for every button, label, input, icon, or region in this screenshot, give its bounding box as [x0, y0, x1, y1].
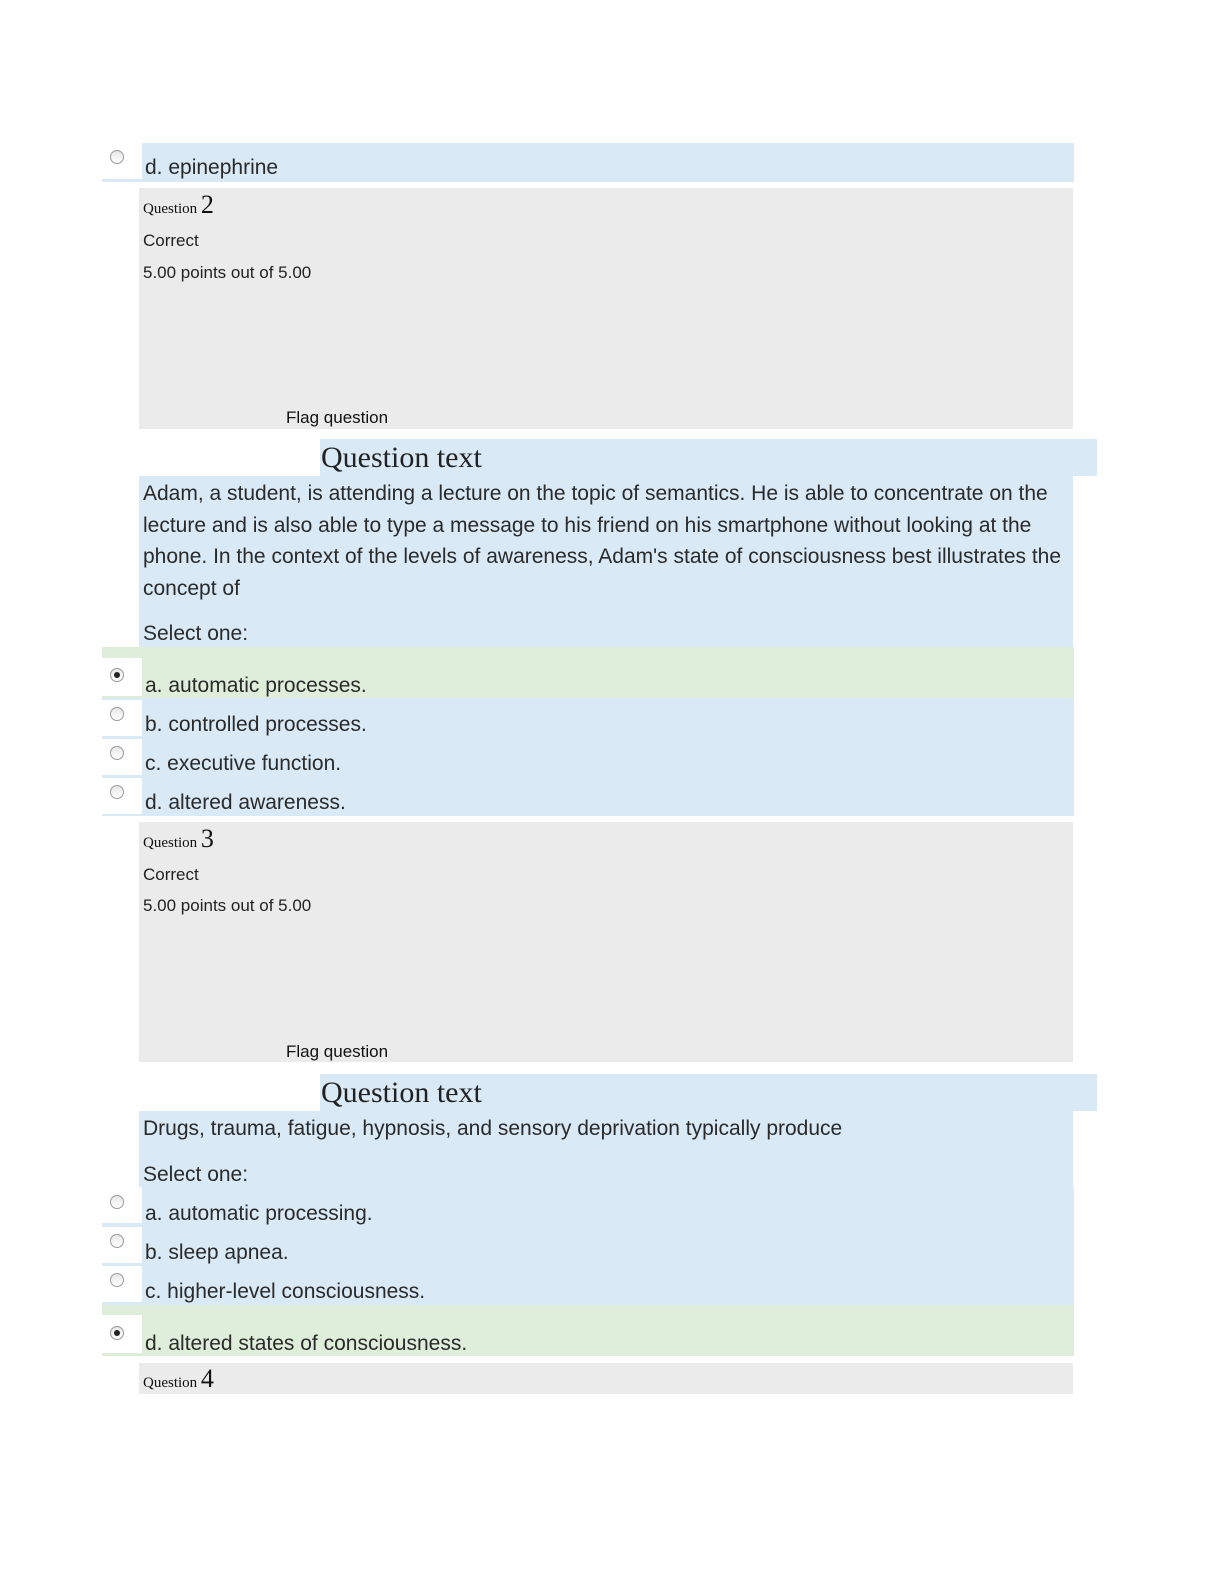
flag-question-link[interactable]: Flag question	[286, 408, 389, 427]
question-status: Correct	[143, 865, 199, 884]
question-text-title: Question text	[321, 1076, 482, 1109]
question-info-panel	[139, 822, 1073, 1062]
answer-option-label[interactable]: d. epinephrine	[145, 156, 279, 179]
radio-button[interactable]	[110, 150, 124, 164]
answer-option-label[interactable]: b. sleep apnea.	[145, 1241, 289, 1264]
question-points: 5.00 points out of 5.00	[143, 263, 312, 282]
answer-option-label[interactable]: c. higher-level consciousness.	[145, 1280, 426, 1303]
radio-button[interactable]	[110, 1273, 124, 1287]
question-text-title: Question text	[321, 441, 482, 474]
question-heading	[143, 1364, 214, 1394]
flag-question-link[interactable]: Flag question	[286, 1042, 389, 1061]
answer-option-label[interactable]: a. automatic processing.	[145, 1202, 373, 1225]
question-text: Adam, a student, is attending a lecture on the topic of semantics. He is able to concentrate on the lecture and is also able to type a message to his friend on his smartphone without looking at the phone. In the context of the levels of awareness, Adam's state of consciousness best illustrates the concept of	[143, 482, 1062, 600]
radio-button-selected[interactable]	[110, 1326, 124, 1340]
answer-option-label[interactable]: a. automatic processes.	[145, 674, 367, 697]
radio-button[interactable]	[110, 746, 124, 760]
radio-button[interactable]	[110, 1195, 124, 1209]
answer-option-label[interactable]: c. executive function.	[145, 752, 342, 775]
radio-button[interactable]	[110, 707, 124, 721]
question-number: 4	[200, 1364, 214, 1393]
question-info-panel	[139, 188, 1073, 429]
answer-option-label[interactable]: b. controlled processes.	[145, 713, 367, 736]
question-text: Drugs, trauma, fatigue, hypnosis, and sensory deprivation typically produce	[143, 1117, 843, 1140]
question-label: Question	[143, 1375, 198, 1391]
question-info-panel	[139, 1363, 1073, 1394]
question-label: Question	[143, 835, 198, 851]
answer-option-label[interactable]: d. altered awareness.	[145, 791, 346, 814]
question-number: 2	[200, 190, 214, 219]
question-number: 3	[200, 824, 214, 853]
select-one-label: Select one:	[143, 622, 249, 645]
select-one-label: Select one:	[143, 1163, 249, 1186]
question-heading	[143, 824, 214, 854]
question-points: 5.00 points out of 5.00	[143, 896, 312, 915]
radio-button[interactable]	[110, 1234, 124, 1248]
question-heading	[143, 190, 214, 220]
radio-button[interactable]	[110, 785, 124, 799]
answer-option-label[interactable]: d. altered states of consciousness.	[145, 1332, 468, 1355]
question-label: Question	[143, 201, 198, 217]
question-status: Correct	[143, 231, 199, 250]
radio-button-selected[interactable]	[110, 668, 124, 682]
